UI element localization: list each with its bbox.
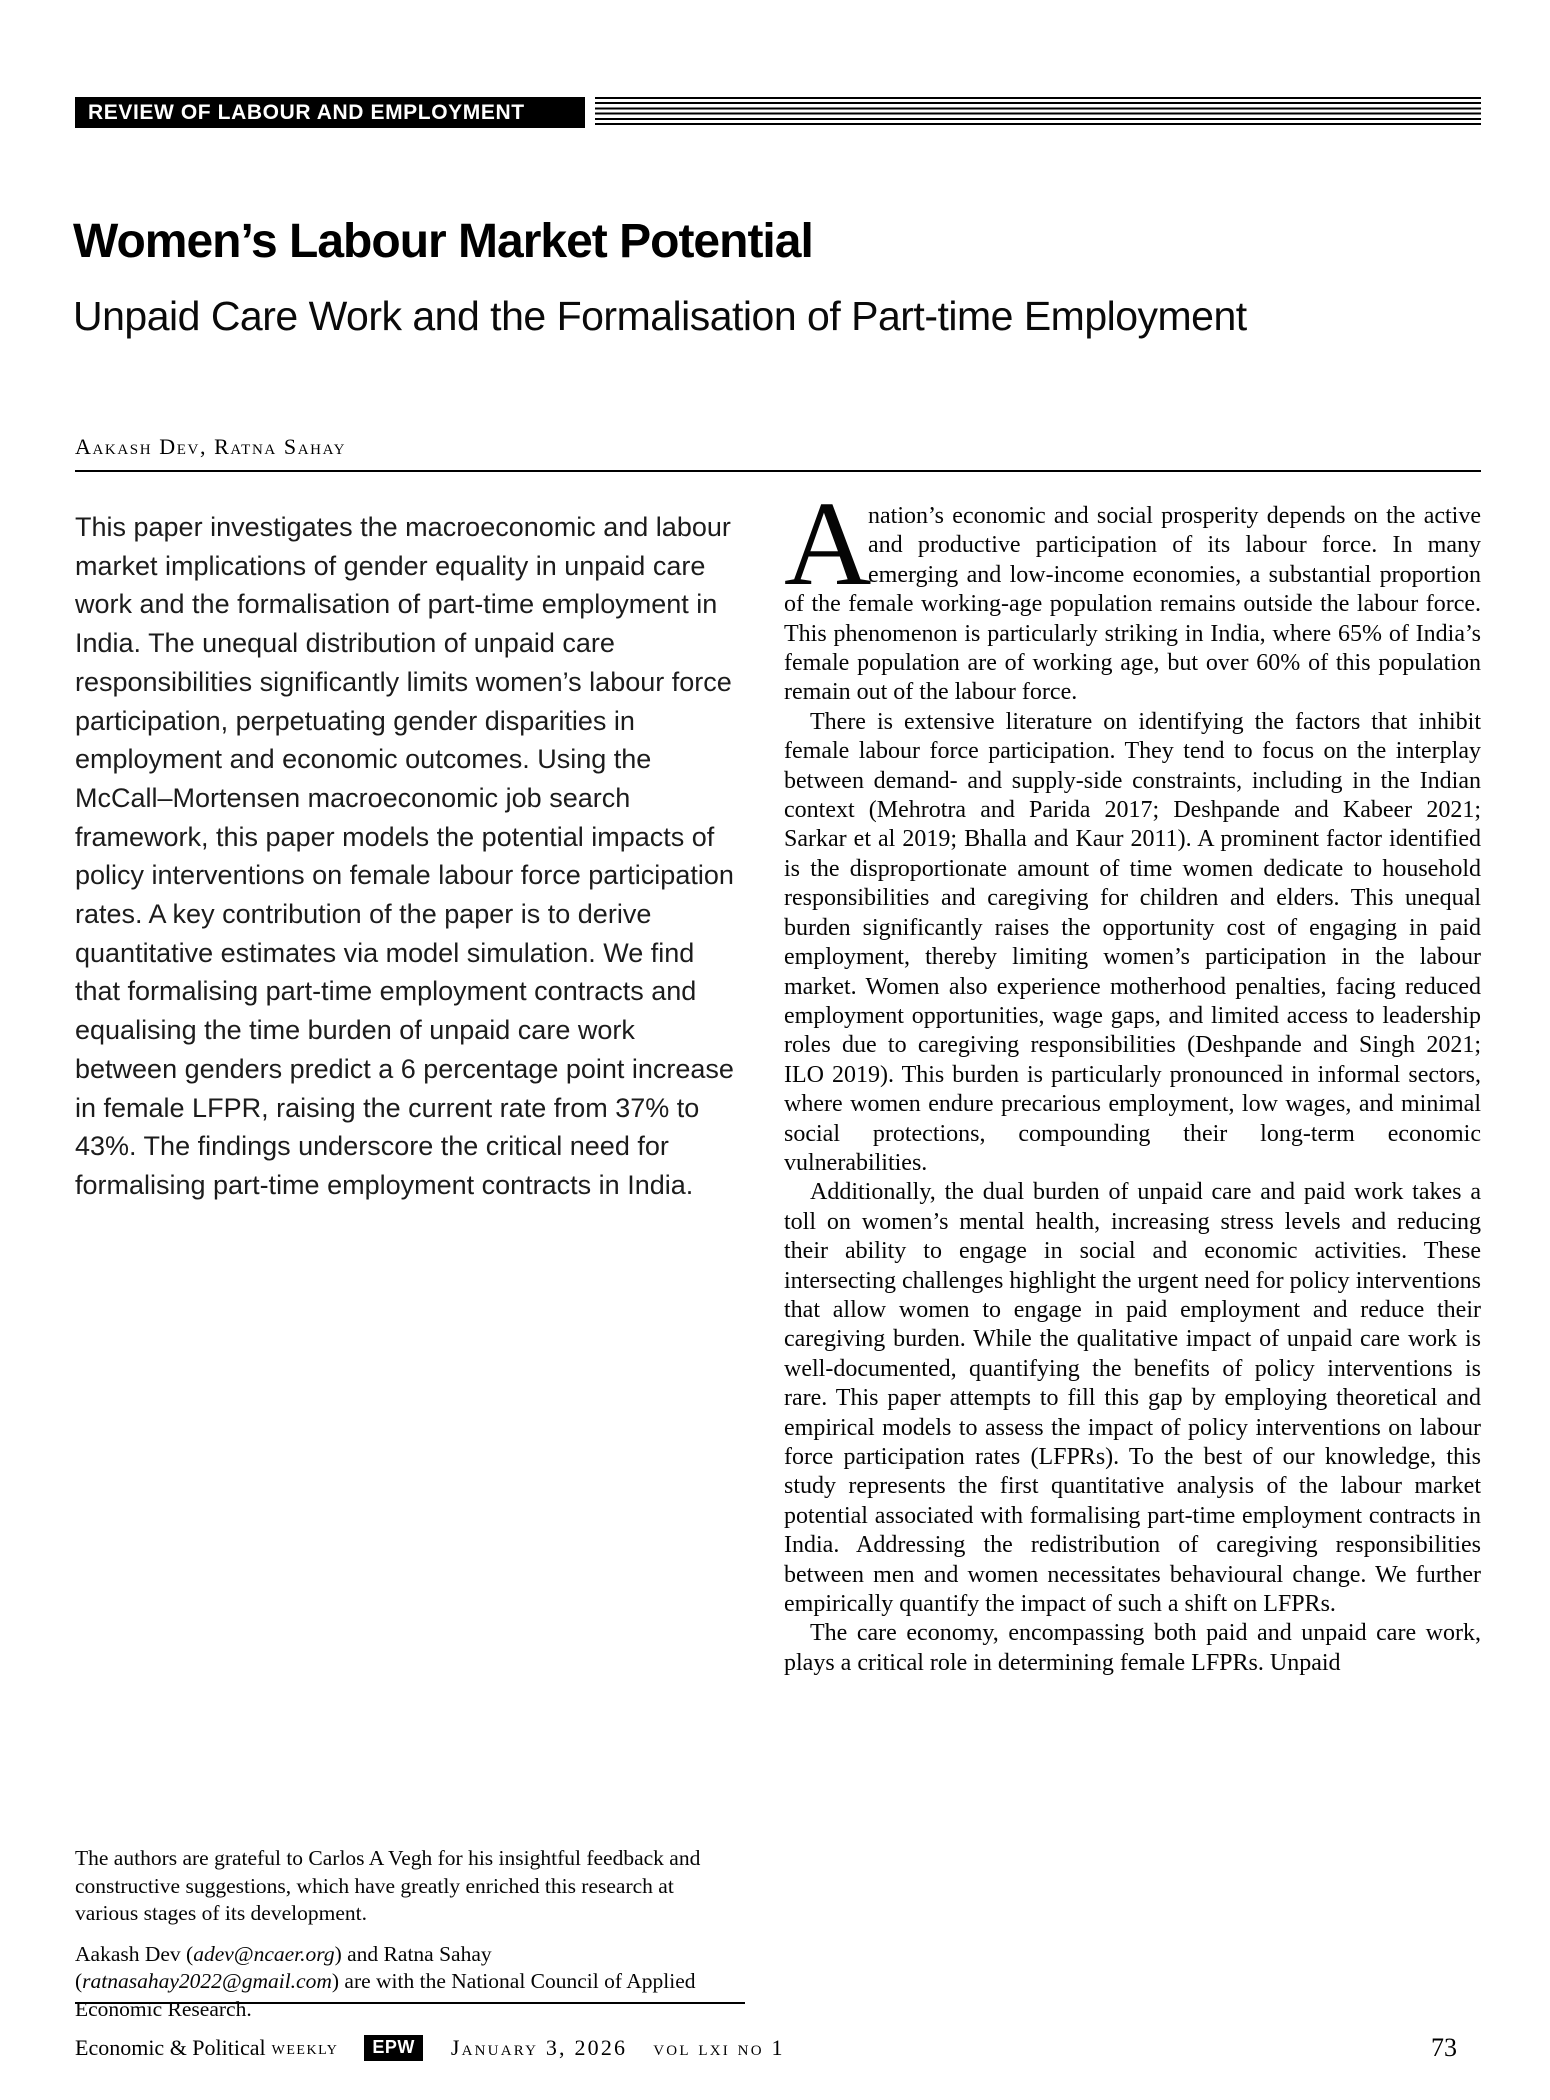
author-email: adev@ncaer.org [193, 1941, 335, 1966]
abstract-text: This paper investigates the macroeconomic and labour market implications of gender equality in unpaid care work and the formalisation of part-time employment in India. The unequal distribution of unpaid care responsibilities significantly limits women’s labour force participation, perpetuating gender disparities in employment and economic outcomes. Using the McCall–Mortensen macroeconomic job search framework, this paper models the potential impacts of policy interventions on female labour force participation rates. A key contribution of the paper is to derive quantitative estimates via model simulation. We find that formalising part-time employment contracts and equalising the time burden of unpaid care work between genders predict a 6 percentage point increase in female LFPR, raising the current rate from 37% to 43%. The findings underscore the critical need for formalising part-time employment contracts in India. [75, 512, 734, 1200]
body-paragraph: The care economy, encompassing both paid and unpaid care work, plays a critical role in determining female LFPRs. Unpaid [784, 1620, 1481, 1676]
affiliation-text: ) are with the National Council of Applied Economic Research. [75, 1969, 696, 2021]
header-divider [75, 470, 1481, 472]
footnote-block [75, 1845, 741, 2023]
page-subtitle: Unpaid Care Work and the Formalisation of Part-time Employment [73, 293, 1247, 339]
section-banner-label: REVIEW OF LABOUR AND EMPLOYMENT [75, 97, 585, 128]
acknowledgement-note: The authors are grateful to Carlos A Vegh for his insightful feedback and constructive suggestions, which have greatly enriched this research at various stages of its development. [75, 1846, 701, 1925]
abstract-column [75, 502, 737, 2007]
page-footer [75, 2033, 1481, 2063]
footnote-divider [75, 2002, 745, 2004]
affiliation-text: ) and Ratna Sahay ( [75, 1941, 492, 1993]
body-paragraph: There is extensive literature on identifying the factors that inhibit female labour force participation. They tend to focus on the interplay between demand- and supply-side constraints, including in the Indian context (Mehrotra and Parida 2017; Deshpande and Kabeer 2021; Sarkar et al 2019; Bhalla and Kaur 2011). A prominent factor identified is the disproportionate amount of time women dedicate to household responsibilities and caregiving for children and elders. This unequal burden significantly raises the opportunity cost of engaging in paid employment, thereby limiting women’s participation in the labour market. Women also experience motherhood penalties, facing reduced employment opportunities, wage gaps, and limited access to leadership roles due to caregiving responsibilities (Deshpande and Singh 2021; ILO 2019). This burden is particularly pronounced in informal sectors, where women endure precarious employment, low wages, and minimal social protections, compounding their long-term economic vulnerabilities. [784, 708, 1481, 1176]
author-names: Aakash Dev, Ratna Sahay [75, 434, 347, 459]
author-email: ratnasahay2022@gmail.com [82, 1969, 332, 1993]
drop-cap: A [784, 502, 872, 611]
article-body [75, 502, 1481, 2007]
main-text-column [784, 502, 1481, 2007]
author-affiliation-note [75, 1941, 741, 2024]
body-paragraph: Additionally, the dual burden of unpaid care and paid work takes a toll on women’s mental health, increasing stress levels and reducing their ability to engage in social and economic activities. These intersecting challenges highlight the urgent need for policy interventions that allow women to engage in paid employment and reduce their caregiving burden. While the qualitative impact of unpaid care work is well-documented, quantifying the benefits of policy interventions is rare. This paper attempts to fill this gap by employing theoretical and empirical models to assess the impact of policy interventions on labour force participation rates (LFPRs). To the best of our knowledge, this study represents the first quantitative analysis of the labour market potential associated with formalising part-time employment contracts in India. Addressing the redistribution of caregiving responsibilities between men and women necessitates behavioural change. We further empirically quantify the impact of such a shift on LFPRs. [784, 1179, 1481, 1618]
footer-journal-info [75, 2035, 785, 2061]
banner-stripes-decoration [595, 97, 1481, 128]
page-number: 73 [1431, 2033, 1457, 2062]
journal-name-weekly: weekly [271, 2036, 339, 2059]
epw-logo: EPW [364, 2035, 423, 2061]
body-paragraph [784, 502, 1481, 708]
page-title: Women’s Labour Market Potential [73, 215, 813, 268]
paragraph-text: nation’s economic and social prosperity depends on the active and productive participation of its labour force. In many emerging and low-income economies, a substantial proportion of the female working-age population remains outside the labour force. This phenomenon is particularly striking in India, where 65% of India’s female population are of working age, but over 60% of this population remain out of the labour force. [784, 503, 1481, 706]
journal-name: Economic & Political [75, 2035, 266, 2060]
volume-issue: vol lxi no 1 [653, 2035, 785, 2060]
issue-date: January 3, 2026 [450, 2035, 628, 2060]
affiliation-text: Aakash Dev ( [75, 1941, 194, 1966]
section-banner [75, 97, 1481, 128]
